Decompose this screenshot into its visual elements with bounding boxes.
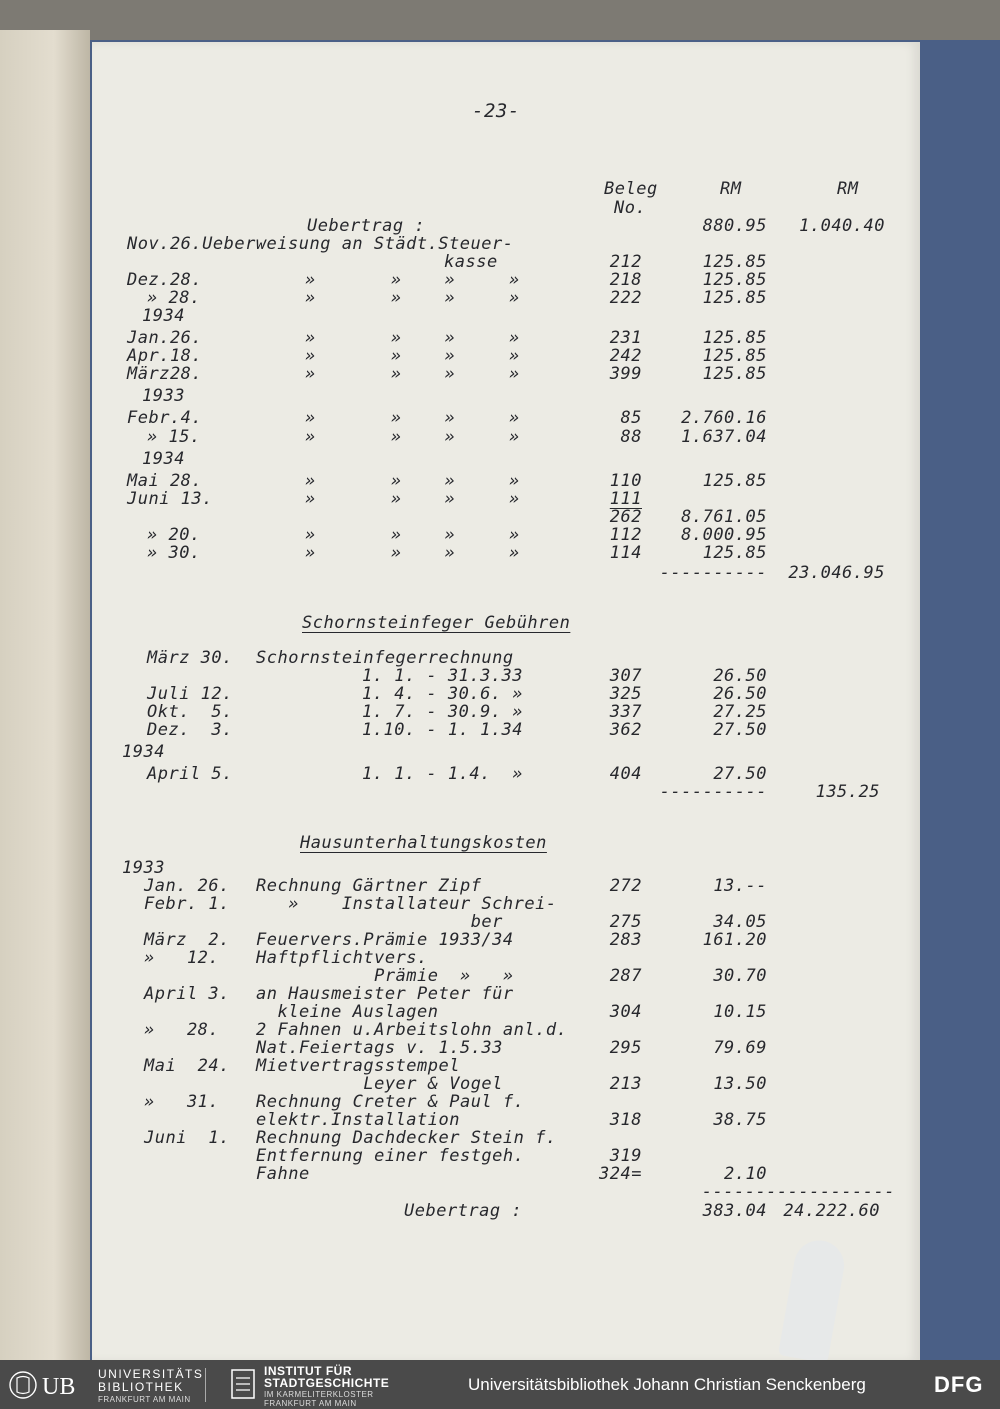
ub-letters: UB — [42, 1374, 76, 1400]
s2-row-date: Juli 12. — [147, 684, 233, 704]
s1-row-ditto: » » » » — [305, 543, 520, 563]
s3-row-beleg: 295 — [609, 1038, 642, 1058]
s1-row-ditto: » » » » — [305, 471, 520, 491]
s2-row-text: 1.10. - 1. 1.34 — [362, 720, 524, 740]
s2-dashes: ---------- — [659, 782, 767, 802]
library-name: Universitätsbibliothek Johann Christian Senckenberg — [468, 1375, 866, 1394]
carry-rm2: 1.040.40 — [799, 216, 885, 236]
s1-row-rm: 125.85 — [702, 543, 767, 563]
s1-row-beleg: 112 — [609, 525, 642, 545]
s3-row-date: Febr. 1. — [144, 894, 230, 914]
carry-rm1: 880.95 — [702, 216, 767, 236]
isg-logo-icon — [228, 1366, 258, 1402]
s3-row-beleg: 275 — [609, 912, 642, 932]
s1-row-rm: 125.85 — [702, 288, 767, 308]
s2-row-text: 1. 4. - 30.6. » — [362, 684, 524, 704]
s2-row-date: April 5. — [147, 764, 233, 784]
final-carry-rm1: 383.04 — [702, 1201, 767, 1221]
s2-total: 135.25 — [815, 782, 880, 802]
final-carry-rm2: 24.222.60 — [783, 1201, 880, 1221]
header-beleg: Beleg — [604, 179, 658, 199]
s3-row-text: Nat.Feiertags v. 1.5.33 — [256, 1038, 503, 1058]
s1-row-date: Dez.28. — [127, 270, 203, 290]
s1-total: 23.046.95 — [788, 563, 885, 583]
s1-row-date: Juni 13. — [127, 489, 213, 509]
s1-row-date: Jan.26. — [127, 328, 203, 348]
s1-row-beleg: 114 — [609, 543, 642, 563]
ub-logo-icon — [8, 1368, 94, 1402]
isg-line2: STADTGESCHICHTE — [264, 1376, 390, 1390]
s3-year: 1933 — [122, 858, 165, 878]
s1-row-date: 1933 — [142, 386, 185, 406]
s2-row-rm: 27.50 — [713, 764, 767, 784]
s1-row-date: Mai 28. — [127, 471, 203, 491]
s2-row-beleg: 325 — [609, 684, 642, 704]
s1-row-ditto: » » » » — [305, 288, 520, 308]
s2-title: Schornsteinfeger Gebühren — [302, 613, 571, 633]
s2-row-beleg: 307 — [609, 666, 642, 686]
s3-row-beleg: 213 — [609, 1074, 642, 1094]
s2-row-text: Schornsteinfegerrechnung — [256, 648, 514, 668]
s1-row-ditto: » » » » — [305, 525, 520, 545]
s1-row-date: » 20. — [147, 525, 201, 545]
s2-row-text: 1. 7. - 30.9. » — [362, 702, 524, 722]
s3-row-rm: 79.69 — [713, 1038, 767, 1058]
s3-dashes: ------------------ — [701, 1182, 895, 1202]
isg-line4: FRANKFURT AM MAIN — [264, 1399, 357, 1408]
s3-row-rm: 2.10 — [724, 1164, 767, 1184]
s3-row-text: Rechnung Dachdecker Stein f. — [256, 1128, 557, 1148]
s3-row-beleg: 272 — [609, 876, 642, 896]
s2-row-rm: 26.50 — [713, 684, 767, 704]
s3-row-text: ber — [256, 912, 503, 932]
s1-row-date: » 30. — [147, 543, 201, 563]
s3-row-date: Juni 1. — [144, 1128, 230, 1148]
s1-row-rm: 125.85 — [702, 346, 767, 366]
left-page-edge — [0, 30, 90, 1360]
s3-row-beleg: 304 — [609, 1002, 642, 1022]
carry-label: Uebertrag : — [307, 216, 426, 236]
s1-row-date: 1934 — [142, 449, 185, 469]
s1-row-date: » 15. — [147, 427, 201, 447]
s1-row-rm: 125.85 — [702, 364, 767, 384]
s3-row-text: Mietvertragsstempel — [256, 1056, 460, 1076]
s3-row-date: Jan. 26. — [144, 876, 230, 896]
s3-row-text: Entfernung einer festgeh. — [256, 1146, 525, 1166]
s3-row-date: April 3. — [144, 984, 230, 1004]
s1-row-date: März28. — [127, 364, 203, 384]
s3-row-date: Mai 24. — [144, 1056, 230, 1076]
isg-line1: INSTITUT FÜR — [264, 1364, 352, 1378]
s2-row-date: Okt. 5. — [147, 702, 233, 722]
s3-row-beleg: 324= — [599, 1164, 642, 1184]
s3-row-beleg: 319 — [609, 1146, 642, 1166]
s2-row-text: 1. 1. - 1.4. » — [362, 764, 524, 784]
s1-dashes: ---------- — [659, 563, 767, 583]
header-rm1: RM — [720, 179, 742, 199]
s2-row-beleg: 362 — [609, 720, 642, 740]
ub-name-line2: BIBLIOTHEK — [98, 1380, 184, 1394]
first-entry-cont: kasse — [444, 252, 498, 272]
s1-row-rm: 125.85 — [702, 252, 767, 272]
header-no: No. — [614, 198, 647, 218]
ub-name-line3: FRANKFURT AM MAIN — [98, 1395, 191, 1404]
s3-row-rm: 13.-- — [713, 876, 767, 896]
s2-row-text: 1. 1. - 31.3.33 — [362, 666, 524, 686]
s3-row-rm: 13.50 — [713, 1074, 767, 1094]
s1-row-beleg: 212 — [609, 252, 642, 272]
ub-name-line1: UNIVERSITÄTS — [98, 1367, 204, 1381]
s3-row-rm: 38.75 — [713, 1110, 767, 1130]
s2-row-rm: 27.50 — [713, 720, 767, 740]
s1-row-beleg: 111 — [609, 489, 642, 509]
s1-row-beleg: 88 — [620, 427, 642, 447]
s2-row-rm: 27.25 — [713, 702, 767, 722]
s3-row-text: Fahne — [256, 1164, 310, 1184]
s2-row-date: März 30. — [147, 648, 233, 668]
s1-row-beleg: 231 — [609, 328, 642, 348]
s1-row-rm: 125.85 — [702, 270, 767, 290]
document-page — [92, 42, 920, 1360]
first-entry-line: Nov.26.Ueberweisung an Städt.Steuer- — [127, 234, 514, 254]
header-rm2: RM — [837, 179, 859, 199]
s1-row-date: Apr.18. — [127, 346, 203, 366]
s3-row-text: kleine Auslagen — [256, 1002, 439, 1022]
s3-row-date: » 28. — [144, 1020, 220, 1040]
s3-row-text: Rechnung Creter & Paul f. — [256, 1092, 525, 1112]
s1-row-beleg: 222 — [609, 288, 642, 308]
s3-row-rm: 10.15 — [713, 1002, 767, 1022]
s1-row-rm: 8.000.95 — [681, 525, 767, 545]
s1-row-ditto: » » » » — [305, 427, 520, 447]
s3-row-date: » 12. — [144, 948, 220, 968]
s3-row-date: » 31. — [144, 1092, 220, 1112]
s1-row-ditto: » » » » — [305, 270, 520, 290]
s3-row-text: Prämie » » — [256, 966, 514, 986]
s2-row-date: Dez. 3. — [147, 720, 233, 740]
s3-row-text: » Installateur Schrei- — [256, 894, 557, 914]
s1-row-beleg: 85 — [620, 408, 642, 428]
s3-row-beleg: 287 — [609, 966, 642, 986]
s1-row-rm: 2.760.16 — [681, 408, 767, 428]
s3-row-rm: 30.70 — [713, 966, 767, 986]
s1-row-ditto: » » » » — [305, 408, 520, 428]
s3-row-text: an Hausmeister Peter für — [256, 984, 514, 1004]
s2-row-rm: 26.50 — [713, 666, 767, 686]
dfg-logo: DFG — [934, 1372, 984, 1397]
s1-row-date: 1934 — [142, 306, 185, 326]
s1-row-ditto: » » » » — [305, 364, 520, 384]
s3-row-rm: 34.05 — [713, 912, 767, 932]
s1-row-rm: 1.637.04 — [681, 427, 767, 447]
s3-row-rm: 161.20 — [702, 930, 767, 950]
s2-row-date: 1934 — [122, 742, 165, 762]
s1-row-beleg: 262 — [609, 507, 642, 527]
s1-row-date: » 28. — [147, 288, 201, 308]
s3-row-text: Rechnung Gärtner Zipf — [256, 876, 482, 896]
final-carry-label: Uebertrag : — [404, 1201, 523, 1221]
s1-row-date: Febr.4. — [127, 408, 203, 428]
page-number: -23- — [472, 100, 520, 122]
s2-row-beleg: 404 — [609, 764, 642, 784]
s1-row-rm: 8.761.05 — [681, 507, 767, 527]
s3-row-text: elektr.Installation — [256, 1110, 460, 1130]
s1-row-ditto: » » » » — [305, 346, 520, 366]
s2-row-beleg: 337 — [609, 702, 642, 722]
s1-row-ditto: » » » » — [305, 328, 520, 348]
s1-row-rm: 125.85 — [702, 471, 767, 491]
isg-line3: IM KARMELITERKLOSTER — [264, 1390, 374, 1399]
footer-divider — [205, 1368, 206, 1402]
viewer-footer — [0, 1360, 1000, 1409]
s3-row-beleg: 283 — [609, 930, 642, 950]
s3-row-text: 2 Fahnen u.Arbeitslohn anl.d. — [256, 1020, 568, 1040]
s3-row-text: Leyer & Vogel — [256, 1074, 503, 1094]
s3-row-text: Haftpflichtvers. — [256, 948, 428, 968]
s1-row-beleg: 242 — [609, 346, 642, 366]
s1-row-beleg: 110 — [609, 471, 642, 491]
s1-row-beleg: 218 — [609, 270, 642, 290]
s1-row-beleg: 399 — [609, 364, 642, 384]
s3-row-beleg: 318 — [609, 1110, 642, 1130]
s3-row-text: Feuervers.Prämie 1933/34 — [256, 930, 514, 950]
s1-row-rm: 125.85 — [702, 328, 767, 348]
s3-row-date: März 2. — [144, 930, 230, 950]
s1-row-ditto: » » » » — [305, 489, 520, 509]
s3-title: Hausunterhaltungskosten — [300, 833, 547, 853]
